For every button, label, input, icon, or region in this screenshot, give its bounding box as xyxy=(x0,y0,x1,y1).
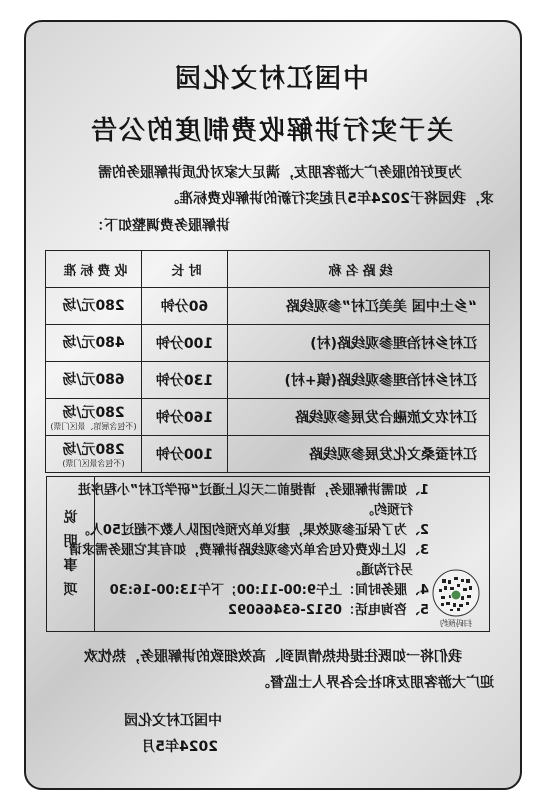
fee-value: 680元/场 xyxy=(62,372,125,388)
route-fee xyxy=(46,325,142,362)
list-item-continued: 另行沟通。 xyxy=(347,563,413,578)
header-fee: 收费标准 xyxy=(46,251,142,288)
table-row xyxy=(46,325,490,362)
fee-value: 280元/场 xyxy=(62,404,125,421)
route-duration: 160分钟 xyxy=(142,399,228,436)
intro-line-2: 求，我园将于2024年5月起实行新的讲解收费标准。 xyxy=(165,191,494,207)
fee-value: 480元/场 xyxy=(62,335,125,351)
route-duration: 100分钟 xyxy=(142,436,228,473)
list-item: 5、咨询电话：0512-63466092 xyxy=(228,603,429,618)
closing-paragraph xyxy=(46,644,494,696)
fee-value: 280元/场 xyxy=(62,441,125,458)
route-name: 江村乡村治理参观线路(镇+村) xyxy=(228,362,490,399)
route-fee xyxy=(46,362,142,399)
header-route: 线路名称 xyxy=(228,251,490,288)
route-fee xyxy=(46,288,142,325)
route-fee xyxy=(46,399,142,436)
table-row xyxy=(46,362,490,399)
route-duration: 130分钟 xyxy=(142,362,228,399)
route-name: 江村蚕桑文化发展参观线路 xyxy=(228,436,490,473)
notice-title: 关于实行讲解收费制度的公告 xyxy=(89,116,454,146)
fee-value: 280元/场 xyxy=(62,298,125,314)
intro-line-1: 为更好的服务广大游客朋友，满足大家对优质讲解服务的需 xyxy=(98,165,462,181)
notes-heading: 说明事项 xyxy=(63,510,78,598)
intro-paragraph xyxy=(46,160,494,212)
notes-box xyxy=(46,476,490,632)
signature-org: 中国江村文化园 xyxy=(124,713,222,729)
route-name: 江村农文旅融合发展参观线路 xyxy=(228,399,490,436)
fee-table-header xyxy=(46,251,490,288)
list-item: 2、为了保证参观效果，建议单次预约团队人数不超过50人。 xyxy=(76,523,429,538)
fee-table xyxy=(45,250,490,473)
notes-heading-cell xyxy=(47,477,95,631)
route-name: “乡土中国 美美江村”参观线路 xyxy=(228,288,490,325)
closing-line-2: 迎广大游客朋友和社会各界人士监督。 xyxy=(256,675,494,691)
table-row xyxy=(46,399,490,436)
qr-code-block xyxy=(429,569,483,629)
notice-title-org: 中国江村文化园 xyxy=(173,64,370,94)
qr-caption: 扫码预约 xyxy=(440,619,472,628)
signature-date: 2024年5月 xyxy=(141,739,218,755)
list-item: 1、如需讲解服务，请提前二天以上通过“研学江村”小程序进 xyxy=(77,483,429,498)
signature-block xyxy=(124,708,222,760)
fee-note: (不包含展馆、景区门票) xyxy=(50,421,137,431)
route-duration: 100分钟 xyxy=(142,325,228,362)
closing-line-1: 我们将一如既往提供热情周到、高效细致的讲解服务，热忱欢 xyxy=(84,649,462,665)
intro-line-3: 讲解服务费调整如下： xyxy=(90,218,230,234)
list-item: 4、服务时间：上午9:00-11:00；下午13:00-16:30 xyxy=(109,583,429,598)
qr-code-icon xyxy=(432,569,480,617)
header-duration: 时长 xyxy=(142,251,228,288)
route-fee xyxy=(46,436,142,473)
table-row xyxy=(46,288,490,325)
notes-list xyxy=(59,481,429,621)
fee-note: (不包含景区门票) xyxy=(62,458,125,468)
table-row xyxy=(46,436,490,473)
list-item: 3、以上收费仅包含单次参观线路讲解费，如有其它服务需求请 xyxy=(68,543,429,558)
route-duration: 60分钟 xyxy=(142,288,228,325)
list-item-continued: 行预约。 xyxy=(360,503,413,518)
route-name: 江村乡村治理参观线路(村) xyxy=(228,325,490,362)
